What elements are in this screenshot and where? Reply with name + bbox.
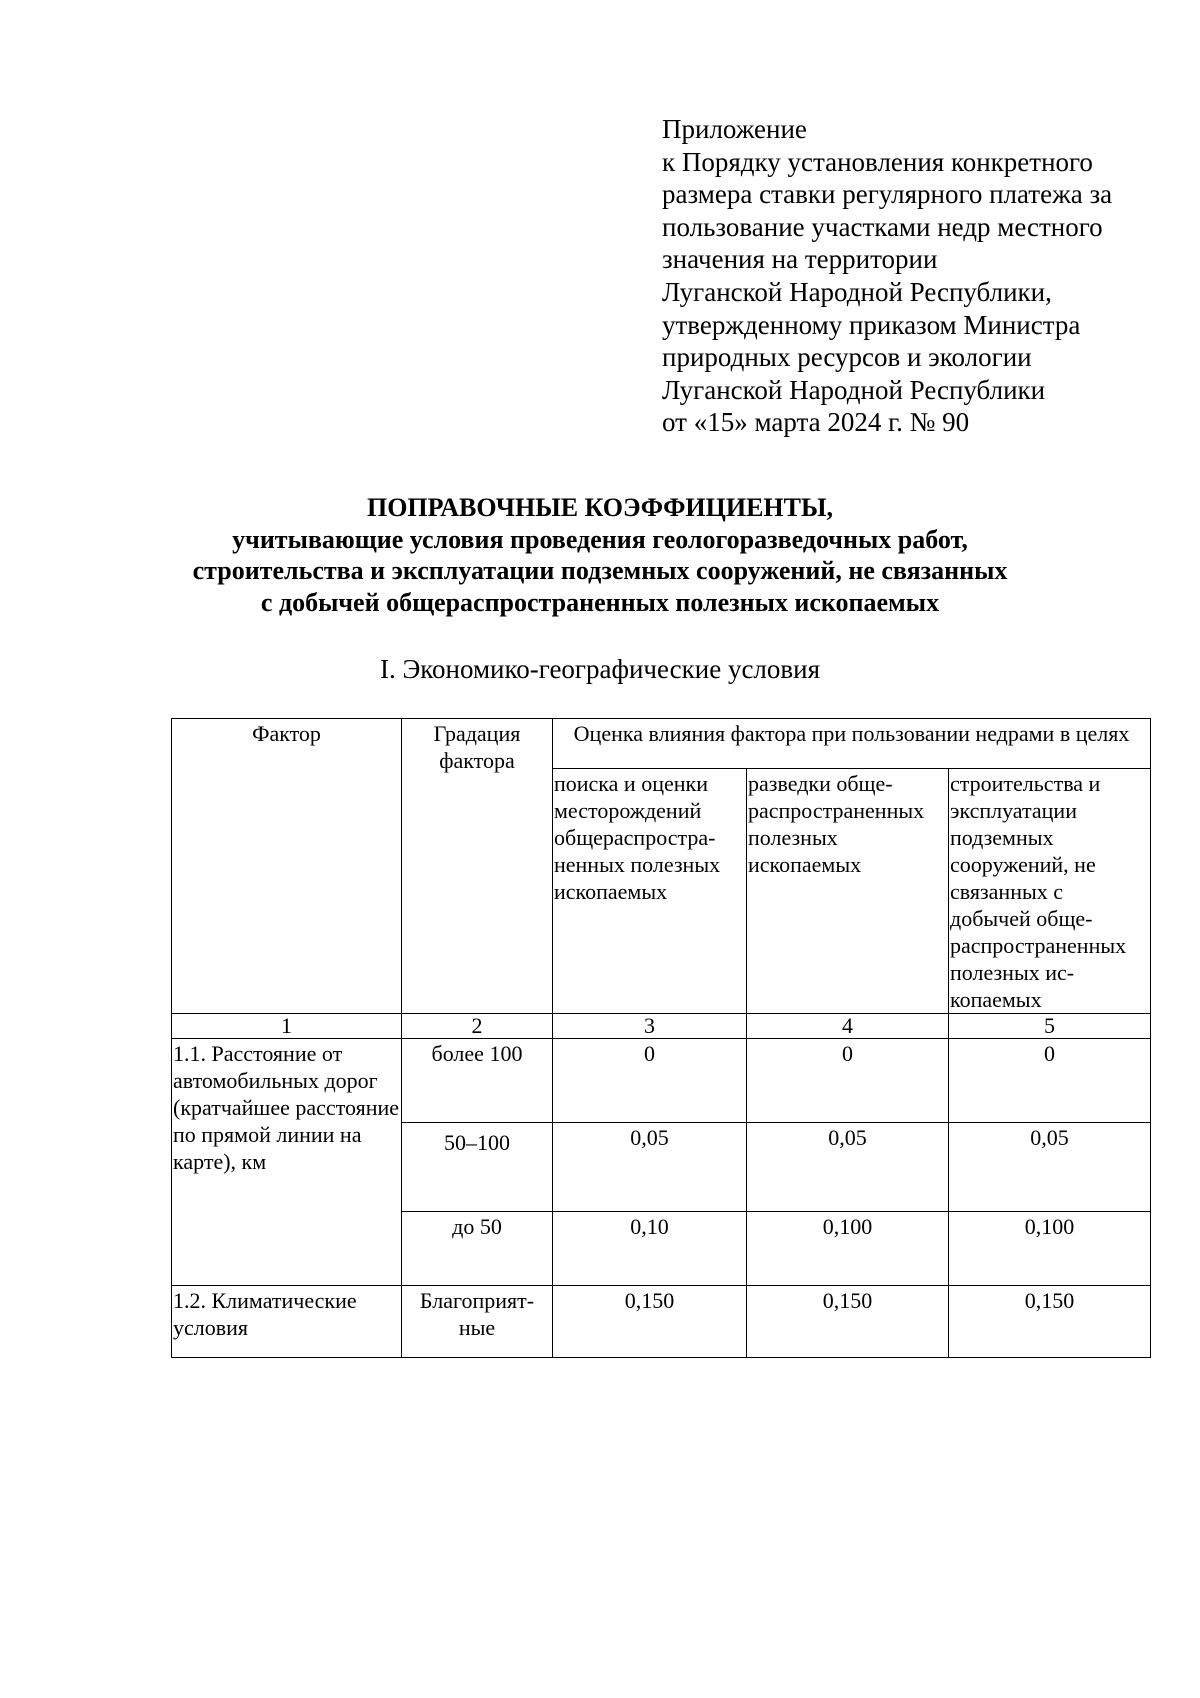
value-cell: 0,10 [553, 1212, 747, 1286]
column-number: 5 [949, 1014, 1151, 1039]
column-number-row [172, 1014, 1151, 1039]
appendix-line: Приложение [662, 114, 807, 144]
value-cell: 0,05 [949, 1123, 1151, 1212]
column-number: 1 [172, 1014, 402, 1039]
header-factor: Фактор [172, 719, 402, 1014]
header-gradation: Градация фактора [402, 719, 553, 1014]
table-row [172, 1286, 1151, 1358]
title-line: с добычей общераспространенных полезных ископаемых [260, 587, 940, 617]
appendix-line: природных ресурсов и экологии [662, 342, 1032, 373]
table-row [172, 1039, 1151, 1123]
header-assessment: Оценка влияния фактора при пользовании недрами в целях [553, 719, 1151, 769]
gradation-cell: Благоприят-ные [402, 1286, 553, 1358]
title-line: ПОПРАВОЧНЫЕ КОЭФФИЦИЕНТЫ, [366, 493, 834, 522]
gradation-cell: 50–100 [402, 1123, 553, 1212]
appendix-line: Луганской Народной Республики [662, 374, 1046, 405]
factor-cell: 1.2. Климатические условия [172, 1286, 402, 1358]
appendix-line: значения на территории [662, 244, 938, 275]
section-heading: I. Экономико-географические условия [379, 654, 821, 684]
value-cell: 0 [747, 1039, 949, 1123]
value-cell: 0,150 [553, 1286, 747, 1358]
title-line: строительства и эксплуатации подземных сооружений, не связанных [192, 556, 1008, 585]
value-cell: 0 [949, 1039, 1151, 1123]
document-title [0, 492, 1200, 618]
value-cell: 0,05 [747, 1123, 949, 1212]
appendix-line: от «15» марта 2024 г. № 90 [662, 407, 970, 438]
appendix-line: размера ставки регулярного платежа за [662, 179, 1113, 210]
appendix-line: утвержденному приказом Министра [662, 309, 1081, 340]
appendix-line: пользование участками недр местного [662, 211, 1103, 242]
factor-cell: 1.1. Расстояние от автомобильных дорог (кратчайшее расстояние по прямой линии на карте), км [172, 1039, 402, 1286]
appendix-line: к Порядку установления конкретного [662, 146, 1093, 177]
column-number: 3 [553, 1014, 747, 1039]
appendix-line: Луганской Народной Республики, [662, 276, 1052, 307]
value-cell: 0,150 [747, 1286, 949, 1358]
value-cell: 0 [553, 1039, 747, 1123]
value-cell: 0,05 [553, 1123, 747, 1212]
coefficients-table [171, 718, 1151, 1358]
column-number: 2 [402, 1014, 553, 1039]
appendix-reference [662, 113, 1162, 439]
column-number: 4 [747, 1014, 949, 1039]
header-row [172, 719, 1151, 769]
header-purpose-search: поиска и оценки месторождений общераспростра-ненных полезных ископаемых [553, 769, 747, 1014]
value-cell: 0,100 [949, 1212, 1151, 1286]
header-purpose-construction: строительства и эксплуатации подземных сооружений, не связанных с добычей обще-распространенных полезных ис-копаемых [949, 769, 1151, 1014]
value-cell: 0,100 [747, 1212, 949, 1286]
gradation-cell: более 100 [402, 1039, 553, 1123]
header-purpose-exploration: разведки обще-распространенных полезных ископаемых [747, 769, 949, 1014]
value-cell: 0,150 [949, 1286, 1151, 1358]
gradation-cell: до 50 [402, 1212, 553, 1286]
title-line: учитывающие условия проведения геологоразведочных работ, [232, 524, 968, 554]
